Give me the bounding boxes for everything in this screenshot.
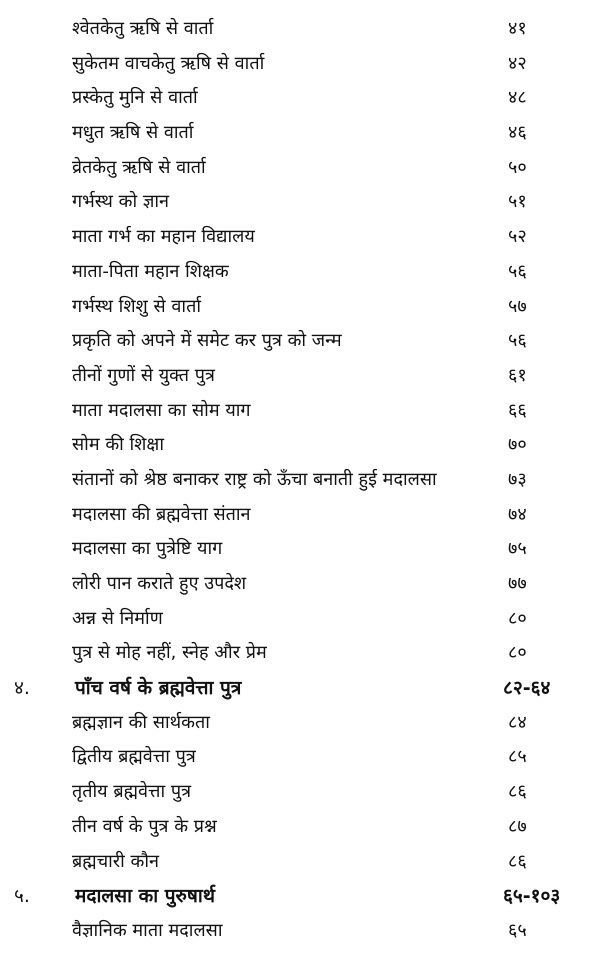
toc-entry-row — [0, 220, 600, 255]
entry-title: लोरी पान कराते हुए उपदेश — [72, 573, 247, 594]
toc-entry-row — [0, 324, 600, 359]
entry-title: माता मदालसा का सोम याग — [72, 399, 251, 421]
toc-entry-row — [0, 810, 600, 845]
page-number: ८७ — [508, 815, 527, 837]
page-number: ६१ — [508, 364, 527, 386]
toc-chapter-row — [0, 671, 600, 706]
toc-entry-row — [0, 394, 600, 429]
toc-entry-row — [0, 428, 600, 463]
entry-title: प्रकृति को अपने में समेट कर पुत्र को जन्म — [72, 330, 342, 352]
chapter-number: ४. — [14, 677, 30, 700]
page-number: ८४ — [508, 711, 527, 733]
page-number: ७३ — [508, 468, 527, 490]
entry-title: श्वेतकेतु ऋषि से वार्ता — [72, 18, 214, 39]
toc-entry-row — [0, 706, 600, 741]
page-number: ८० — [508, 607, 527, 629]
entry-title: प्रस्केतु मुनि से वार्ता — [72, 87, 198, 109]
page-number: ८६ — [508, 781, 527, 803]
page-number: ६६ — [508, 399, 527, 421]
toc-entry-row — [0, 914, 600, 949]
entry-title: मधुत ऋषि से वार्ता — [72, 122, 194, 144]
page-number: ७७ — [508, 573, 527, 594]
toc-entry-row — [0, 47, 600, 82]
page-number: ८२-६४ — [503, 677, 551, 700]
page-number: ५७ — [508, 295, 527, 317]
entry-title: संतानों को श्रेष्ठ बनाकर राष्ट्र को ऊँचा बनाती हुई मदालसा — [72, 468, 437, 490]
page-number: ८६ — [508, 850, 527, 872]
entry-title: सुकेतम वाचकेतु ऋषि से वार्ता — [72, 52, 265, 74]
toc-entry-row — [0, 81, 600, 116]
entry-title: अन्न से निर्माण — [72, 607, 163, 629]
toc-entry-row — [0, 636, 600, 671]
entry-title: व्रेतकेतु ऋषि से वार्ता — [72, 156, 206, 178]
toc-entry-row — [0, 255, 600, 290]
toc-entry-row — [0, 185, 600, 220]
entry-title: सोम की शिक्षा — [72, 434, 164, 456]
toc-entry-row — [0, 151, 600, 186]
toc-entry-row — [0, 845, 600, 880]
chapter-number: ५. — [14, 885, 30, 908]
toc-entry-row — [0, 290, 600, 325]
toc-entry-row — [0, 359, 600, 394]
page-number: ४२ — [508, 52, 527, 74]
page-number: ८० — [508, 642, 527, 664]
entry-title: माता गर्भ का महान विद्यालय — [72, 226, 255, 248]
toc-entry-row — [0, 567, 600, 602]
page-number: ४८ — [508, 87, 527, 109]
toc-entry-row — [0, 740, 600, 775]
entry-title: ब्रह्मचारी कौन — [72, 850, 160, 872]
page-number: ८५ — [508, 746, 527, 768]
entry-title: तृतीय ब्रह्मवेत्ता पुत्र — [72, 781, 192, 803]
page-number: ७० — [508, 434, 527, 456]
entry-title: पुत्र से मोह नहीं, स्नेह और प्रेम — [72, 642, 267, 664]
page-number: ५१ — [508, 191, 527, 213]
toc-entry-row — [0, 463, 600, 498]
chapter-title: पाँच वर्ष के ब्रह्मवेत्ता पुत्र — [75, 677, 242, 700]
entry-title: गर्भस्थ को ज्ञान — [72, 191, 170, 213]
page-number: ५२ — [508, 226, 527, 248]
toc-entry-row — [0, 116, 600, 151]
entry-title: ब्रह्मज्ञान की सार्थकता — [72, 711, 210, 733]
toc-entry-row — [0, 12, 600, 47]
toc-entry-row — [0, 775, 600, 810]
page-number: ४६ — [508, 122, 527, 144]
entry-title: गर्भस्थ शिशु से वार्ता — [72, 295, 201, 317]
entry-title: मदालसा का पुत्रेष्टि याग — [72, 538, 223, 560]
entry-title: तीन वर्ष के पुत्र के प्रश्न — [72, 815, 217, 837]
chapter-title: मदालसा का पुरुषार्थ — [75, 885, 215, 908]
page-number: ५६ — [508, 330, 527, 352]
toc-entry-row — [0, 498, 600, 533]
toc-entry-row — [0, 532, 600, 567]
page-number: ५६ — [508, 260, 527, 282]
entry-title: माता-पिता महान शिक्षक — [72, 260, 229, 282]
entry-title: द्वितीय ब्रह्मवेत्ता पुत्र — [72, 746, 196, 768]
entry-title: तीनों गुणों से युक्त पुत्र — [72, 364, 215, 386]
toc-chapter-row — [0, 879, 600, 914]
page-number: ६५ — [508, 919, 527, 941]
entry-title: मदालसा की ब्रह्मवेत्ता संतान — [72, 503, 251, 525]
page-number: ७४ — [508, 503, 527, 525]
entry-title: वैज्ञानिक माता मदालसा — [72, 919, 223, 941]
page-number: ७५ — [508, 538, 527, 560]
page-number: ६५-१०३ — [503, 885, 561, 908]
toc-entry-row — [0, 602, 600, 637]
page-number: ४१ — [508, 18, 527, 39]
page-number: ५० — [508, 156, 527, 178]
